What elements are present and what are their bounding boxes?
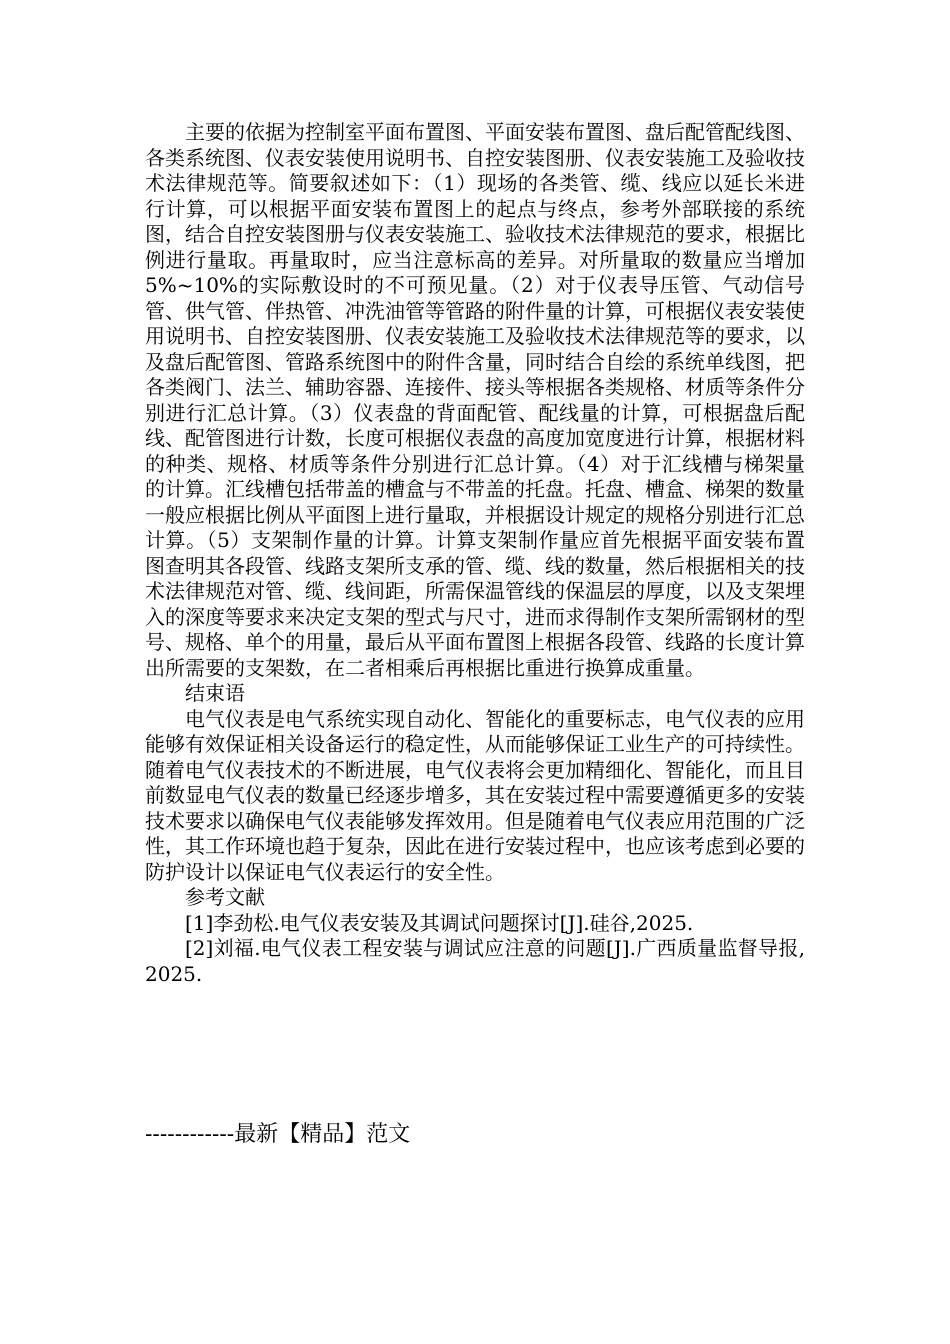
conclusion-heading: 结束语 xyxy=(185,681,245,705)
document-body xyxy=(145,120,805,987)
conclusion-paragraph: 电气仪表是电气系统实现自动化、智能化的重要标志，电气仪表的应用能够有效保证相关设备运行的稳定性，从而能够保证工业生产的可持续性。随着电气仪表技术的不断进展，电气仪表将会更加精细化、智能化，而且目前数显电气仪表的数量已经逐步增多，其在安装过程中需要遵循更多的安装技术要求以确保电气仪表能够发挥效用。但是随着电气仪表应用范围的广泛性，其工作环境也趋于复杂，因此在进行安装过程中，也应该考虑到必要的防护设计以保证电气仪表运行的安全性。 xyxy=(145,706,805,884)
main-paragraph: 主要的依据为控制室平面布置图、平面安装布置图、盘后配管配线图、各类系统图、仪表安装使用说明书、自控安装图册、仪表安装施工及验收技术法律规范等。简要叙述如下：（1）现场的各类管、缆、线应以延长米进行计算，可以根据平面安装布置图上的起点与终点，参考外部联接的系统图，结合自控安装图册与仪表安装施工、验收技术法律规范的要求，根据比例进行量取。再量取时，应当注意标高的差异。对所量取的数量应当增加5%~10%的实际敷设时的不可预见量。（2）对于仪表导压管、气动信号管、供气管、伴热管、冲洗油管等管路的附件量的计算，可根据仪表安装使用说明书、自控安装图册、仪表安装施工及验收技术法律规范等的要求，以及盘后配管图、管路系统图中的附件含量，同时结合自绘的系统单线图，把各类阀门、法兰、辅助容器、连接件、接头等根据各类规格、材质等条件分别进行汇总计算。（3）仪表盘的背面配管、配线量的计算，可根据盘后配线、配管图进行计数，长度可根据仪表盘的高度加宽度进行计算，根据材料的种类、规格、材质等条件分别进行汇总计算。（4）对于汇线槽与梯架量的计算。汇线槽包括带盖的槽盒与不带盖的托盘。托盘、槽盒、梯架的数量一般应根据比例从平面图上进行量取，并根据设计规定的规格分别进行汇总计算。（5）支架制作量的计算。计算支架制作量应首先根据平面安装布置图查明其各段管、线路支架所支承的管、缆、线的数量，然后根据相关的技术法律规范对管、缆、线间距，所需保温管线的保温层的厚度，以及支架埋入的深度等要求来决定支架的型式与尺寸，进而求得制作支架所需钢材的型号、规格、单个的用量，最后从平面布置图上根据各段管、线路的长度计算出所需要的支架数，在二者相乘后再根据比重进行换算成重量。 xyxy=(145,120,805,680)
reference-item-1: [1]李劲松.电气仪表安装及其调试问题探讨[J].硅谷,2025. xyxy=(185,910,694,935)
footer-note: ------------最新【精品】范文 xyxy=(145,1122,411,1147)
reference-item-2: [2]刘福.电气仪表工程安装与调试应注意的问题[J].广西质量监督导报,2025. xyxy=(145,936,805,986)
references-heading: 参考文献 xyxy=(185,885,265,909)
